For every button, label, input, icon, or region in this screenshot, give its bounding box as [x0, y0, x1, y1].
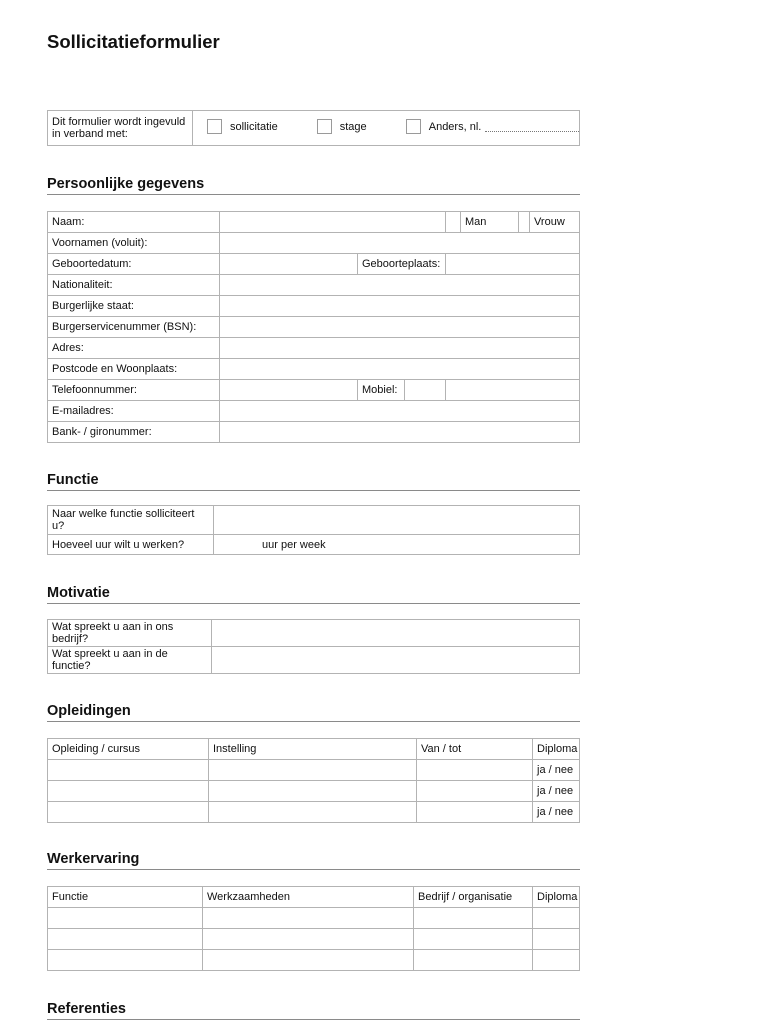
- section-title-referenties: Referenties: [47, 1001, 580, 1020]
- input-opleiding[interactable]: [48, 781, 209, 802]
- input-geboorteplaats[interactable]: [446, 254, 580, 275]
- label-adres: Adres:: [48, 338, 220, 359]
- opleidingen-table: [47, 738, 580, 823]
- input-mobiel-start[interactable]: [405, 380, 445, 400]
- input-burgerlijke-staat[interactable]: [220, 296, 580, 317]
- input-voornamen[interactable]: [220, 233, 580, 254]
- input-diploma[interactable]: [533, 929, 580, 950]
- input-van-tot[interactable]: [417, 781, 533, 802]
- label-mobiel: [358, 380, 446, 401]
- page-title: Sollicitatieformulier: [47, 31, 220, 52]
- column-header: Functie: [48, 887, 203, 908]
- input-werkzaamheden[interactable]: [203, 929, 414, 950]
- option-label: Anders, nl.: [428, 120, 482, 133]
- input-instelling[interactable]: [209, 760, 417, 781]
- input-diploma[interactable]: [533, 908, 580, 929]
- checkbox-man[interactable]: [446, 212, 461, 233]
- input-email[interactable]: [220, 401, 580, 422]
- diploma-choice[interactable]: ja / nee: [533, 760, 580, 781]
- input-werkzaamheden[interactable]: [203, 950, 414, 971]
- label-nationaliteit: Nationaliteit:: [48, 275, 220, 296]
- input-uren[interactable]: [214, 535, 580, 555]
- label-man: Man: [461, 212, 519, 233]
- input-motivatie-bedrijf[interactable]: [212, 620, 580, 647]
- label-geboortedatum: Geboortedatum:: [48, 254, 220, 275]
- option-label: sollicitatie: [230, 120, 278, 133]
- input-opleiding[interactable]: [48, 760, 209, 781]
- purpose-label: Dit formulier wordt ingevuld in verband met:: [48, 111, 193, 146]
- purpose-options: [193, 111, 580, 146]
- checkbox-stage[interactable]: [317, 119, 332, 134]
- input-geboortedatum[interactable]: [220, 254, 358, 275]
- table-row: [48, 950, 580, 971]
- input-instelling[interactable]: [209, 802, 417, 823]
- option-anders[interactable]: [406, 119, 580, 134]
- label-bank: Bank- / gironummer:: [48, 422, 220, 443]
- input-adres[interactable]: [220, 338, 580, 359]
- table-row: [48, 908, 580, 929]
- diploma-choice[interactable]: ja / nee: [533, 802, 580, 823]
- input-mobiel[interactable]: [446, 380, 580, 401]
- anders-input-line[interactable]: [485, 121, 579, 132]
- option-label: stage: [339, 120, 367, 133]
- label-uren: Hoeveel uur wilt u werken?: [48, 535, 214, 555]
- functie-table: [47, 505, 580, 555]
- section-title-persoonlijk: Persoonlijke gegevens: [47, 176, 580, 195]
- label-vrouw: Vrouw: [530, 212, 580, 233]
- input-bedrijf[interactable]: [414, 950, 533, 971]
- label-bsn: Burgerservicenummer (BSN):: [48, 317, 220, 338]
- section-title-werkervaring: Werkervaring: [47, 851, 580, 870]
- checkbox-anders[interactable]: [406, 119, 421, 134]
- label-burgerlijke-staat: Burgerlijke staat:: [48, 296, 220, 317]
- table-row: [48, 760, 580, 781]
- column-header: Bedrijf / organisatie: [414, 887, 533, 908]
- input-nationaliteit[interactable]: [220, 275, 580, 296]
- label-voornamen: Voornamen (voluit):: [48, 233, 220, 254]
- input-postcode[interactable]: [220, 359, 580, 380]
- column-header: Diploma: [533, 739, 580, 760]
- input-diploma[interactable]: [533, 950, 580, 971]
- input-functie[interactable]: [48, 950, 203, 971]
- input-functie[interactable]: [48, 908, 203, 929]
- table-row: [48, 781, 580, 802]
- checkbox-sollicitatie[interactable]: [207, 119, 222, 134]
- diploma-choice[interactable]: ja / nee: [533, 781, 580, 802]
- label-email: E-mailadres:: [48, 401, 220, 422]
- label-naam: Naam:: [48, 212, 220, 233]
- input-functie[interactable]: [214, 506, 580, 535]
- column-header: Werkzaamheden: [203, 887, 414, 908]
- section-title-opleidingen: Opleidingen: [47, 703, 580, 722]
- column-header: Opleiding / cursus: [48, 739, 209, 760]
- label-motivatie-functie: Wat spreekt u aan in de functie?: [48, 647, 212, 674]
- uren-unit: uur per week: [262, 538, 326, 551]
- personal-table: [47, 211, 580, 443]
- purpose-table: [47, 110, 580, 146]
- input-motivatie-functie[interactable]: [212, 647, 580, 674]
- input-werkzaamheden[interactable]: [203, 908, 414, 929]
- label-functie: Naar welke functie solliciteert u?: [48, 506, 214, 535]
- input-instelling[interactable]: [209, 781, 417, 802]
- section-title-functie: Functie: [47, 472, 580, 491]
- column-header: Van / tot: [417, 739, 533, 760]
- input-functie[interactable]: [48, 929, 203, 950]
- label-mobiel-text: Mobiel:: [358, 380, 405, 400]
- checkbox-vrouw[interactable]: [519, 212, 530, 233]
- label-geboorteplaats: Geboorteplaats:: [358, 254, 446, 275]
- input-opleiding[interactable]: [48, 802, 209, 823]
- table-row: [48, 929, 580, 950]
- input-bedrijf[interactable]: [414, 908, 533, 929]
- motivatie-table: [47, 619, 580, 674]
- input-naam[interactable]: [220, 212, 446, 233]
- input-bsn[interactable]: [220, 317, 580, 338]
- table-row: [48, 802, 580, 823]
- column-header: Diploma: [533, 887, 580, 908]
- input-bank[interactable]: [220, 422, 580, 443]
- input-telefoon[interactable]: [220, 380, 358, 401]
- label-telefoon: Telefoonnummer:: [48, 380, 220, 401]
- column-header: Instelling: [209, 739, 417, 760]
- section-title-motivatie: Motivatie: [47, 585, 580, 604]
- option-sollicitatie[interactable]: [207, 119, 278, 134]
- label-postcode: Postcode en Woonplaats:: [48, 359, 220, 380]
- option-stage[interactable]: [317, 119, 367, 134]
- werkervaring-table: [47, 886, 580, 971]
- input-van-tot[interactable]: [417, 760, 533, 781]
- input-bedrijf[interactable]: [414, 929, 533, 950]
- input-van-tot[interactable]: [417, 802, 533, 823]
- label-motivatie-bedrijf: Wat spreekt u aan in ons bedrijf?: [48, 620, 212, 647]
